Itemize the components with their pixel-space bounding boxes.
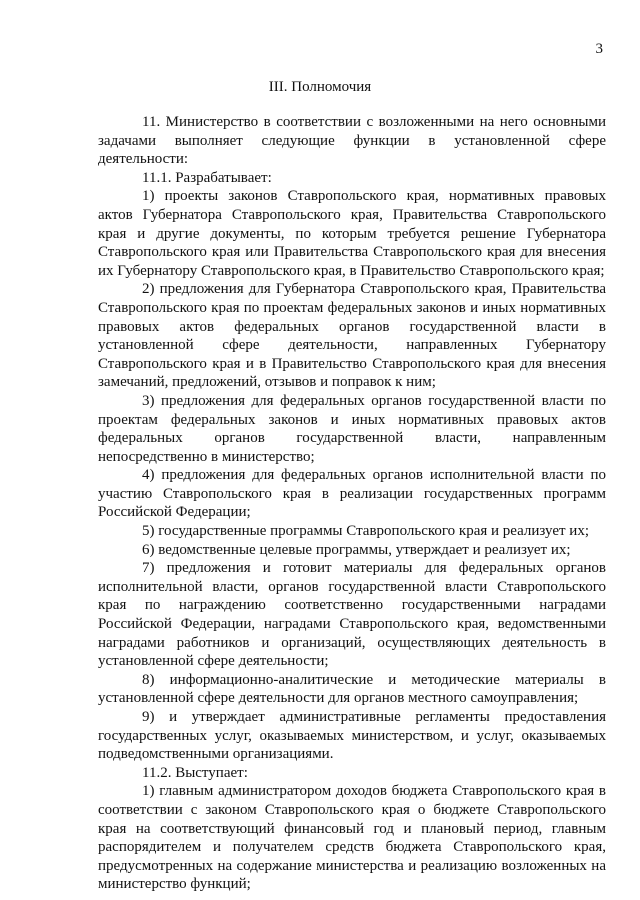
paragraph-11-1-item-6: 6) ведомственные целевые программы, утверждает и реализует их;	[142, 541, 571, 558]
paragraph-11-1-item-3: 3) предложения для федеральных органов государственной власти по проектам федеральных законов и иных нормативных правовых актов федеральных органов государственной власти, направленным непосредственно в министерство;	[98, 392, 606, 465]
paragraph-11-1-item-9: 9) и утверждает административные регламенты предоставления государственных услуг, оказываемых министерством, и услуг, оказываемых подведомственными организациями.	[98, 709, 606, 763]
paragraph-11-1-item-7: 7) предложения и готовит материалы для федеральных органов исполнительной власти, органов государственной власти Ставропольского края по награждению соответственно государственными наградами Российской Федерации, наградами Ставропольского края, ведомственными наградами работников и организаций, осуществляющих деятельность в установленной сфере деятельности;	[98, 560, 606, 670]
section-heading: III. Полномочия	[268, 79, 372, 95]
paragraph-11-1-item-5: 5) государственные программы Ставропольского края и реализует их;	[142, 523, 589, 540]
paragraph-11-2-item-1: 1) главным администратором доходов бюджета Ставропольского края в соответствии с законом Ставропольского края о бюджете Ставропольского края на соответствующий финансовый год и плановый период, главным распорядителем и получателем средств бюджета Ставропольского края, предусмотренных на содержание министерства и реализацию возложенных на министерство функций;	[98, 783, 606, 893]
paragraph-11-1-item-8: 8) информационно-аналитические и методические материалы в установленной сфере деятельности для органов местного самоуправления;	[98, 671, 606, 707]
paragraph-11-1-heading: 11.1. Разрабатывает:	[142, 169, 272, 186]
paragraph-11: 11. Министерство в соответствии с возложенными на него основными задачами выполняет следующие функции в установленной сфере деятельности:	[98, 114, 606, 168]
document-body	[98, 113, 606, 894]
paragraph-11-1-item-2: 2) предложения для Губернатора Ставропольского края, Правительства Ставропольского края по проектам федеральных законов и иных нормативных правовых актов федеральных органов государственной власти в установленной сфере деятельности, направленных Губернатору Ставропольского края и в Правительство Ставропольского края для внесения замечаний, предложений, отзывов и поправок к ним;	[98, 281, 606, 391]
paragraph-11-1-item-1: 1) проекты законов Ставропольского края, нормативных правовых актов Губернатора Ставропольского края, Правительства Ставропольского края и другие документы, по которым требуется решение Губернатора Ставропольского края или Правительства Ставропольского края для внесения их Губернатору Ставропольского края, в Правительство Ставропольского края;	[98, 188, 606, 279]
paragraph-11-2-heading: 11.2. Выступает:	[142, 764, 248, 781]
page-number: 3	[595, 41, 603, 57]
paragraph-11-1-item-4: 4) предложения для федеральных органов исполнительной власти по участию Ставропольского края в реализации государственных программ Российской Федерации;	[98, 467, 606, 521]
